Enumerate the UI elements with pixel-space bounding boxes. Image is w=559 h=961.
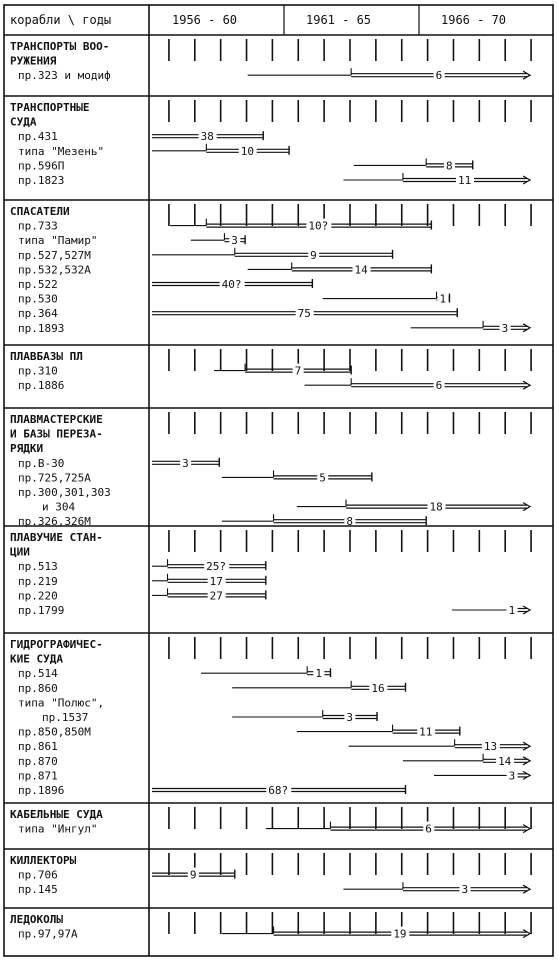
bar-continues-arrow: [523, 324, 530, 332]
bar-count: 19: [393, 927, 407, 941]
row-label: пр.522: [18, 278, 58, 291]
group-section: [10, 530, 531, 617]
bar-count: 8: [445, 159, 453, 173]
bar-count: 9: [189, 868, 197, 882]
bar-count: 14: [354, 263, 368, 277]
bar-count: 68?: [268, 784, 289, 797]
bar-continues-arrow: [523, 771, 530, 779]
row-label: пр.860: [18, 681, 58, 695]
row-label: пр.145: [18, 883, 58, 897]
row-label: пр.1823: [18, 174, 65, 187]
row-label: пр.219: [18, 574, 58, 588]
row-label: пр.513: [18, 560, 58, 574]
group-title: ТРАНСПОРТНЫЕ: [10, 101, 90, 114]
row-label: пр.527,527М: [18, 248, 91, 262]
bar-continues-arrow: [523, 742, 530, 750]
row-label: пр.514: [18, 667, 58, 681]
row-label: пр.310: [18, 364, 58, 378]
row-label: пр.326,326М: [18, 515, 91, 529]
group-title: РЯДКИ: [10, 442, 44, 456]
bar-count: 8: [346, 515, 354, 529]
bar-count: 6: [435, 379, 443, 393]
row-label: пр.1896: [18, 784, 65, 797]
row-label: пр.1799: [18, 604, 65, 617]
group-title: СПАСАТЕЛИ: [10, 205, 70, 218]
bar-continues-arrow: [523, 825, 530, 833]
bar-count: 9: [310, 248, 317, 262]
group-title: ПЛАВМАСТЕРСКИЕ: [10, 413, 103, 426]
bar-count: 14: [498, 754, 512, 768]
group-section: [10, 349, 531, 392]
row-label: пр.220: [18, 589, 58, 603]
bar-count: 16: [371, 681, 385, 695]
row-label: пр.300,301,303: [18, 486, 111, 499]
bar-count: 6: [425, 822, 432, 836]
group-title: ПЛАВБАЗЫ ПЛ: [10, 350, 83, 363]
row-label: пр.431: [18, 130, 58, 144]
group-title: ПЛАВУЧИЕ СТАН-: [10, 531, 103, 544]
bar-count: 3: [501, 321, 509, 335]
row-label: пр.725,725А: [18, 471, 91, 485]
group-section: [10, 912, 531, 941]
row-label: пр.В-30: [18, 456, 65, 470]
row-label: типа "Полюс",: [18, 696, 105, 710]
bar-count: 27: [209, 589, 223, 603]
bar-count: 3: [182, 456, 189, 470]
bar-count: 3: [346, 711, 354, 724]
group-section: [10, 412, 531, 528]
bar-continues-arrow: [523, 503, 530, 511]
row-label: пр.532,532А: [18, 263, 91, 277]
row-label: пр.850,850М: [18, 725, 91, 739]
header-period: 1956 - 60: [172, 13, 238, 27]
row-label: пр.364: [18, 307, 58, 321]
group-section: [10, 637, 531, 797]
row-label: пр.871: [18, 769, 58, 783]
bar-count: 7: [294, 364, 302, 378]
bar-count: 25?: [206, 560, 227, 574]
bar-count: 5: [319, 471, 326, 485]
bar-count: 38: [200, 130, 214, 144]
row-label: пр.706: [18, 868, 58, 882]
row-label: пр.596П: [18, 159, 65, 173]
bar-continues-arrow: [523, 176, 530, 184]
bar-continues-arrow: [523, 606, 530, 614]
row-label: пр.530: [18, 292, 58, 306]
group-title: ЦИИ: [10, 545, 30, 559]
row-label: пр.861: [18, 740, 58, 754]
group-title: КИЕ СУДА: [10, 652, 63, 666]
group-title: СУДА: [10, 115, 37, 129]
bar-count: 3: [231, 234, 238, 248]
group-section: [10, 204, 531, 335]
bar-count: 13: [483, 740, 498, 754]
bar-count: 11: [419, 725, 433, 739]
row-label: и 304: [42, 500, 76, 514]
bar-count: 75: [297, 307, 311, 321]
group-section: [10, 853, 531, 896]
header-period: 1966 - 70: [441, 13, 507, 27]
group-section: [10, 100, 531, 187]
bar-count: 3: [508, 769, 516, 783]
group-title: КИЛЛЕКТОРЫ: [10, 854, 77, 867]
row-label: пр.323 и модиф: [18, 69, 111, 83]
bar-count: 11: [457, 174, 472, 187]
group-title: ГИДРОГРАФИЧЕС-: [10, 638, 103, 651]
row-label: типа "Мезень": [18, 144, 105, 158]
group-title: КАБЕЛЬНЫЕ СУДА: [10, 808, 103, 821]
header-period: 1961 - 65: [306, 13, 372, 27]
header-ships-years: корабли \ годы: [10, 13, 112, 27]
bar-continues-arrow: [523, 930, 530, 938]
row-label: пр.870: [18, 754, 58, 768]
bar-continues-arrow: [523, 71, 530, 79]
row-label: пр.97,97А: [18, 927, 78, 941]
row-label: пр.1537: [42, 711, 89, 724]
row-label: пр.1893: [18, 321, 65, 335]
group-title: И БАЗЫ ПЕРЕЗА-: [10, 427, 103, 441]
group-title: ЛЕДОКОЛЫ: [10, 913, 63, 926]
group-section: [10, 39, 531, 82]
group-title: ТРАНСПОРТЫ ВОО-: [10, 40, 110, 53]
group-title: РУЖЕНИЯ: [10, 54, 57, 68]
bar-count: 17: [209, 574, 223, 588]
group-section: [10, 807, 531, 836]
bar-count: 3: [461, 883, 469, 897]
bar-continues-arrow: [523, 381, 530, 389]
bar-continues-arrow: [523, 757, 530, 765]
bar-count: 1: [315, 667, 322, 681]
row-label: пр.1886: [18, 379, 65, 393]
bar-count: 40?: [221, 278, 242, 291]
bar-count: 10?: [308, 219, 329, 233]
row-label: типа "Памир": [18, 234, 98, 248]
row-label: пр.733: [18, 219, 58, 233]
bar-count: 1: [508, 604, 516, 617]
bar-count: 18: [429, 500, 443, 514]
bar-continues-arrow: [523, 885, 530, 893]
bar-count: 10: [240, 144, 254, 158]
row-label: типа "Ингул": [18, 822, 98, 836]
bar-count: 6: [435, 69, 443, 83]
bar-count: 1: [439, 292, 447, 306]
